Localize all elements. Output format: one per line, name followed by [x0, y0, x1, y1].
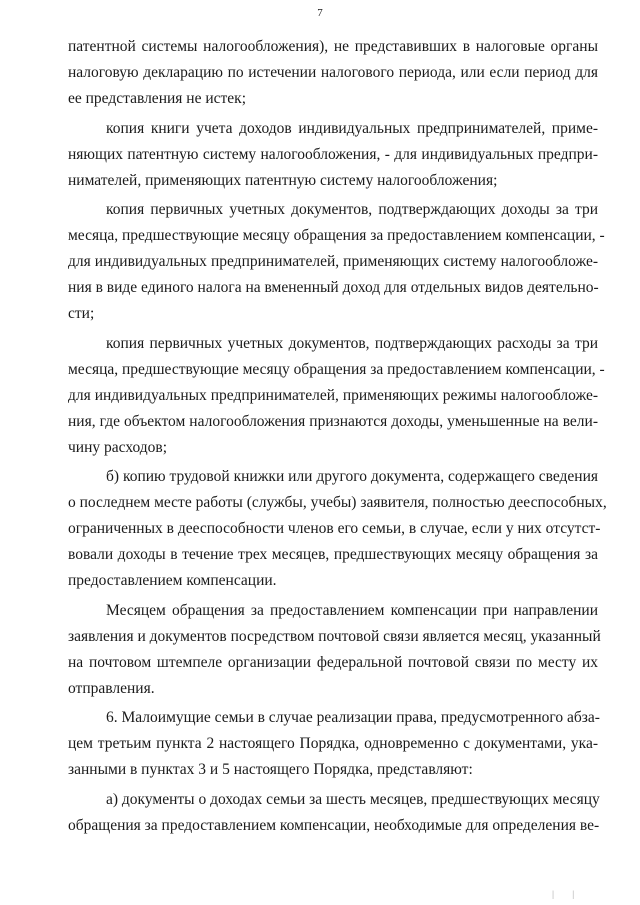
text-line: ния в виде единого налога на вмененный доход для отдельных видов деятельно-: [68, 279, 599, 296]
text-line: предоставлением компенсации.: [68, 572, 277, 589]
text-line: ограниченных в дееспособности членов его семьи, в случае, если у них отсутст-: [68, 520, 601, 537]
text-line: занными в пунктах 3 и 5 настоящего Порядка, представляют:: [68, 761, 473, 778]
text-line: а) документы о доходах семьи за шесть месяцев, предшествующих месяцу: [106, 790, 600, 808]
text-line: ее представления не истек;: [68, 90, 247, 107]
text-line: чину расходов;: [68, 438, 168, 456]
text-line: на почтовом штемпеле организации федеральной почтовой связи по месту их: [68, 653, 598, 671]
text-line: ния, где объектом налогообложения признаются доходы, уменьшенные на вели-: [68, 412, 598, 430]
text-line: о последнем месте работы (службы, учебы) заявителя, полностью дееспособных,: [68, 494, 607, 511]
page-number: 7: [317, 7, 323, 19]
text-line: б) копию трудовой книжки или другого документа, содержащего сведения: [106, 468, 598, 485]
text-line: налоговую декларацию по истечении налогового периода, или если период для: [68, 64, 598, 81]
text-line: цем третьим пункта 2 настоящего Порядка, одновременно с документами, ука-: [68, 735, 598, 752]
text-line: 6. Малоимущие семьи в случае реализации права, предусмотренного абза-: [106, 709, 600, 726]
corner-mark: | |: [552, 889, 582, 899]
text-line: отправления.: [68, 679, 155, 697]
text-line: копия книги учета доходов индивидуальных предпринимателей, приме-: [106, 119, 598, 137]
text-line: патентной системы налогообложения), не представивших в налоговые органы: [68, 38, 598, 55]
text-line: сти;: [68, 305, 95, 322]
text-line: месяца, предшествующие месяцу обращения за предоставлением компенсации, -: [68, 360, 605, 378]
text-line: вовали доходы в течение трех месяцев, предшествующих месяцу обращения за: [68, 546, 598, 563]
text-line: копия первичных учетных документов, подтверждающих доходы за три: [106, 201, 598, 218]
text-line: обращения за предоставлением компенсации, необходимые для определения ве-: [68, 816, 600, 834]
text-line: нимателей, применяющих патентную систему налогообложения;: [68, 171, 498, 189]
text-line: месяца, предшествующие месяцу обращения за предоставлением компенсации, -: [68, 227, 605, 244]
text-line: заявления и документов посредством почтовой связи является месяц, указанный: [68, 627, 601, 645]
text-line: копия первичных учетных документов, подтверждающих расходы за три: [106, 334, 598, 352]
text-line: для индивидуальных предпринимателей, применяющих систему налогообложе-: [68, 253, 598, 270]
text-line: Месяцем обращения за предоставлением компенсации при направлении: [106, 601, 598, 619]
text-line: няющих патентную систему налогообложения, - для индивидуальных предпри-: [68, 145, 598, 163]
text-line: для индивидуальных предпринимателей, применяющих режимы налогообложе-: [68, 386, 598, 404]
